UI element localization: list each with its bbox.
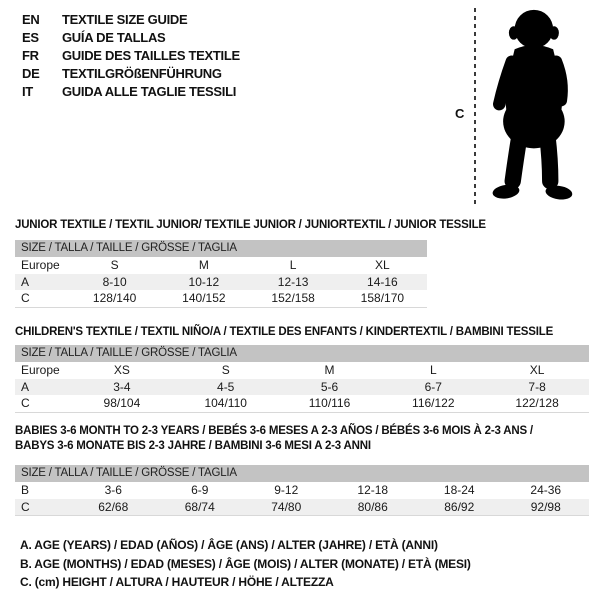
- legend-footnotes: [20, 536, 471, 592]
- language-code: DE: [22, 66, 40, 81]
- language-title-list: [22, 11, 240, 101]
- childrens-section-title: CHILDREN'S TEXTILE / TEXTIL NIÑO/A / TEXTILE DES ENFANTS / KINDERTEXTIL / BAMBINI TESSILE: [15, 326, 554, 338]
- junior-section-title: JUNIOR TEXTILE / TEXTIL JUNIOR/ TEXTILE JUNIOR / JUNIORTEXTIL / JUNIOR TESSILE: [15, 219, 486, 231]
- table-row-height: [15, 499, 589, 516]
- row-label: C: [21, 291, 30, 305]
- height-cell: 80/86: [357, 499, 388, 514]
- size-cell: XS: [113, 363, 130, 377]
- age-cell: 8-10: [102, 274, 127, 289]
- language-label: GUÍA DE TALLAS: [62, 30, 166, 45]
- height-cell: 158/170: [360, 291, 405, 305]
- months-cell: 3-6: [104, 483, 122, 497]
- language-label: TEXTILGRÖßENFÜHRUNG: [62, 66, 222, 81]
- height-cell: 62/68: [98, 499, 129, 514]
- height-cell: 116/122: [412, 396, 455, 410]
- size-cell: S: [221, 363, 230, 377]
- junior-textile-section: [15, 218, 486, 308]
- months-cell: 18-24: [443, 483, 475, 497]
- language-row: [22, 47, 240, 65]
- height-cell: 104/110: [204, 396, 247, 410]
- row-label: A: [21, 274, 30, 289]
- row-label: Europe: [21, 363, 60, 377]
- age-cell: 12-13: [277, 274, 309, 289]
- language-label: TEXTILE SIZE GUIDE: [62, 12, 188, 27]
- footnote-age-years: A. AGE (YEARS) / EDAD (AÑOS) / ÂGE (ANS) / ALTER (JAHRE) / ETÀ (ANNI): [20, 538, 438, 552]
- height-cell: 128/140: [92, 291, 137, 305]
- row-label: A: [21, 379, 30, 394]
- height-cell: 74/80: [271, 499, 302, 514]
- height-cell: 92/98: [530, 499, 561, 514]
- table-row-months: [15, 482, 589, 499]
- height-cell: 98/104: [103, 396, 141, 410]
- table-row-height: [15, 290, 427, 307]
- months-cell: 12-18: [357, 483, 389, 497]
- language-code: EN: [22, 12, 40, 27]
- babies-section-title-line1: BABIES 3-6 MONTH TO 2-3 YEARS / BEBÉS 3-6 MESES A 2-3 AÑOS / BÉBÉS 3-6 MOIS À 2-3 ANS /: [15, 425, 533, 437]
- junior-size-table: [15, 257, 427, 308]
- babies-size-header-band: SIZE / TALLA / TAILLE / GRÖSSE / TAGLIA: [15, 465, 589, 482]
- height-cell: 86/92: [444, 499, 475, 514]
- height-cell: 110/116: [308, 396, 351, 410]
- table-row-europe: [15, 257, 427, 274]
- toddler-silhouette-icon: [481, 6, 581, 213]
- age-cell: 14-16: [367, 274, 398, 289]
- childrens-textile-section: [15, 325, 589, 413]
- age-cell: 6-7: [424, 379, 442, 394]
- age-cell: 3-4: [113, 379, 131, 394]
- language-code: FR: [22, 48, 39, 63]
- row-label: Europe: [21, 258, 60, 272]
- language-label: GUIDE DES TAILLES TEXTILE: [62, 48, 240, 63]
- height-cell: 140/152: [182, 291, 226, 305]
- language-row: [22, 11, 240, 29]
- language-code: IT: [22, 84, 33, 99]
- table-row-age: [15, 274, 427, 291]
- size-cell: S: [110, 258, 119, 272]
- language-row: [22, 65, 240, 83]
- childrens-size-table: [15, 362, 589, 413]
- size-cell: XL: [529, 363, 545, 377]
- height-cell: 122/128: [515, 396, 559, 410]
- babies-size-table: [15, 482, 589, 516]
- language-row: [22, 83, 240, 101]
- age-cell: 7-8: [528, 379, 546, 394]
- height-measure-dashed-line: [474, 8, 476, 206]
- months-cell: 9-12: [274, 483, 299, 497]
- height-cell: 68/74: [184, 499, 215, 514]
- footnote-age-months: B. AGE (MONTHS) / EDAD (MESES) / ÂGE (MOIS) / ALTER (MONATE) / ETÀ (MESI): [20, 556, 471, 571]
- months-cell: 24-36: [530, 483, 562, 497]
- size-cell: L: [289, 258, 297, 272]
- childrens-size-header-band: SIZE / TALLA / TAILLE / GRÖSSE / TAGLIA: [15, 345, 589, 362]
- language-row: [22, 29, 240, 47]
- age-cell: 5-6: [320, 379, 339, 394]
- row-label: C: [21, 499, 30, 514]
- size-cell: L: [429, 363, 437, 377]
- age-cell: 4-5: [217, 379, 235, 394]
- language-label: GUIDA ALLE TAGLIE TESSILI: [62, 84, 237, 99]
- row-label: B: [21, 483, 30, 497]
- height-measure-label: C: [455, 106, 465, 121]
- language-code: ES: [22, 30, 39, 45]
- height-cell: 152/158: [271, 291, 315, 305]
- size-cell: XL: [375, 258, 390, 272]
- table-row-europe: [15, 362, 589, 379]
- size-cell: M: [198, 258, 209, 272]
- age-cell: 10-12: [188, 274, 220, 289]
- size-cell: M: [324, 363, 335, 377]
- table-row-age: [15, 379, 589, 396]
- junior-size-header-band: SIZE / TALLA / TAILLE / GRÖSSE / TAGLIA: [15, 240, 427, 257]
- row-label: C: [21, 396, 30, 410]
- months-cell: 6-9: [191, 483, 209, 497]
- babies-section-title-line2: BABYS 3-6 MONATE BIS 2-3 JAHRE / BAMBINI 3-6 MESI A 2-3 ANNI: [15, 439, 371, 452]
- babies-textile-section: [15, 424, 589, 516]
- footnote-height-cm: C. (cm) HEIGHT / ALTURA / HAUTEUR / HÖHE / ALTEZZA: [20, 575, 334, 589]
- table-row-height: [15, 395, 589, 412]
